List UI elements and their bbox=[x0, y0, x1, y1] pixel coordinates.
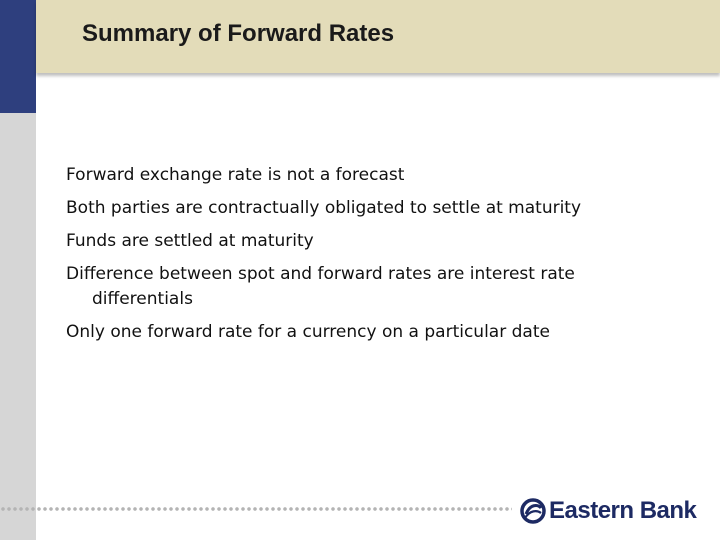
bullet-item: Only one forward rate for a currency on a particular date bbox=[66, 322, 550, 342]
slide-title: Summary of Forward Rates bbox=[82, 20, 395, 47]
bullet-item: Funds are settled at maturity bbox=[66, 231, 314, 251]
logo-wordmark: Eastern Bank bbox=[549, 497, 697, 524]
footer-dotted-rule bbox=[0, 506, 512, 512]
bullet-item: Difference between spot and forward rates are interest rate differentials bbox=[66, 264, 575, 309]
left-accent-block bbox=[0, 0, 36, 113]
eastern-bank-logo bbox=[520, 496, 696, 526]
title-band bbox=[36, 0, 720, 73]
eastern-bank-logo-icon bbox=[520, 498, 546, 524]
left-side-strip bbox=[0, 113, 36, 540]
bullet-item: Both parties are contractually obligated to settle at maturity bbox=[66, 198, 582, 218]
bullet-list bbox=[66, 163, 666, 353]
bullet-item: Forward exchange rate is not a forecast bbox=[66, 165, 405, 185]
